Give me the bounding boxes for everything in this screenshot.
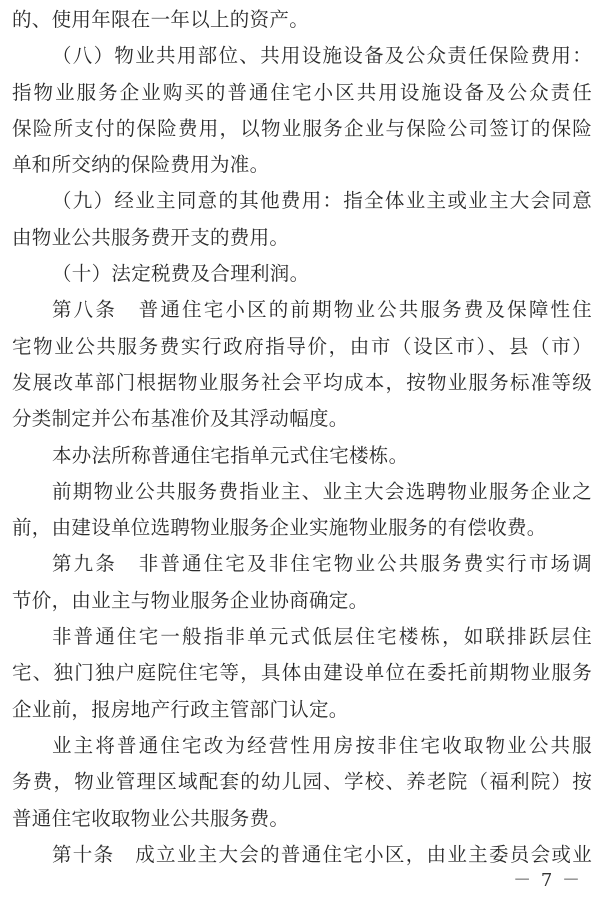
paragraph-line: 宅物业公共服务费实行政府指导价，由市（设区市）、县（市）	[12, 334, 592, 358]
paragraph-line: 业主将普通住宅改为经营性用房按非住宅收取物业公共服	[52, 733, 592, 757]
paragraph	[12, 2, 592, 38]
paragraph-line: 前期物业公共服务费指业主、业主大会选聘物业服务企业之	[52, 479, 592, 503]
paragraph-line: 由物业公共服务费开支的费用。	[12, 225, 290, 249]
paragraph-line: 前，由建设单位选聘物业服务企业实施物业服务的有偿收费。	[12, 516, 547, 540]
paragraph	[12, 728, 592, 837]
paragraph-line: （八）物业共用部位、共用设施设备及公众责任保险费用：	[52, 44, 592, 68]
paragraph-line: 企业前，报房地产行政主管部门认定。	[12, 697, 349, 721]
paragraph-line: 保险所支付的保险费用，以物业服务企业与保险公司签订的保险	[12, 116, 592, 140]
paragraph	[12, 619, 592, 728]
paragraph	[12, 837, 592, 873]
paragraph-line: 非普通住宅一般指非单元式低层住宅楼栋，如联排跃层住	[52, 625, 592, 649]
paragraph-line: （九）经业主同意的其他费用：指全体业主或业主大会同意	[52, 189, 592, 213]
paragraph-line: 普通住宅收取物业公共服务费。	[12, 806, 290, 830]
page-number: － 7 －	[513, 870, 582, 891]
paragraph-line: 分类制定并公布基准价及其浮动幅度。	[12, 407, 349, 431]
paragraph	[12, 474, 592, 547]
paragraph-line: 的、使用年限在一年以上的资产。	[12, 8, 310, 31]
paragraph-line: 第十条 成立业主大会的普通住宅小区，由业主委员会或业	[52, 842, 592, 866]
paragraph-line: （十）法定税费及合理利润。	[52, 262, 310, 286]
paragraph-line: 指物业服务企业购买的普通住宅小区共用设施设备及公众责任	[12, 80, 592, 104]
paragraph	[12, 546, 592, 619]
paragraph-line: 节价，由业主与物业服务企业协商确定。	[12, 588, 369, 612]
paragraph	[12, 256, 592, 292]
paragraph-line: 务费，物业管理区域配套的幼儿园、学校、养老院（福利院）按	[12, 770, 592, 794]
paragraph-line: 本办法所称普通住宅指单元式住宅楼栋。	[52, 443, 409, 467]
paragraph-line: 宅、独门独户庭院住宅等，具体由建设单位在委托前期物业服务	[12, 661, 592, 685]
paragraph	[12, 438, 592, 474]
paragraph	[12, 292, 592, 437]
paragraph	[12, 183, 592, 256]
paragraph	[12, 38, 592, 183]
paragraph-line: 第八条 普通住宅小区的前期物业公共服务费及保障性住	[52, 298, 592, 322]
paragraph-line: 单和所交纳的保险费用为准。	[12, 153, 270, 177]
document-body	[12, 2, 592, 873]
paragraph-line: 第九条 非普通住宅及非住宅物业公共服务费实行市场调	[52, 552, 592, 576]
paragraph-line: 发展改革部门根据物业服务社会平均成本，按物业服务标准等级	[12, 370, 592, 394]
